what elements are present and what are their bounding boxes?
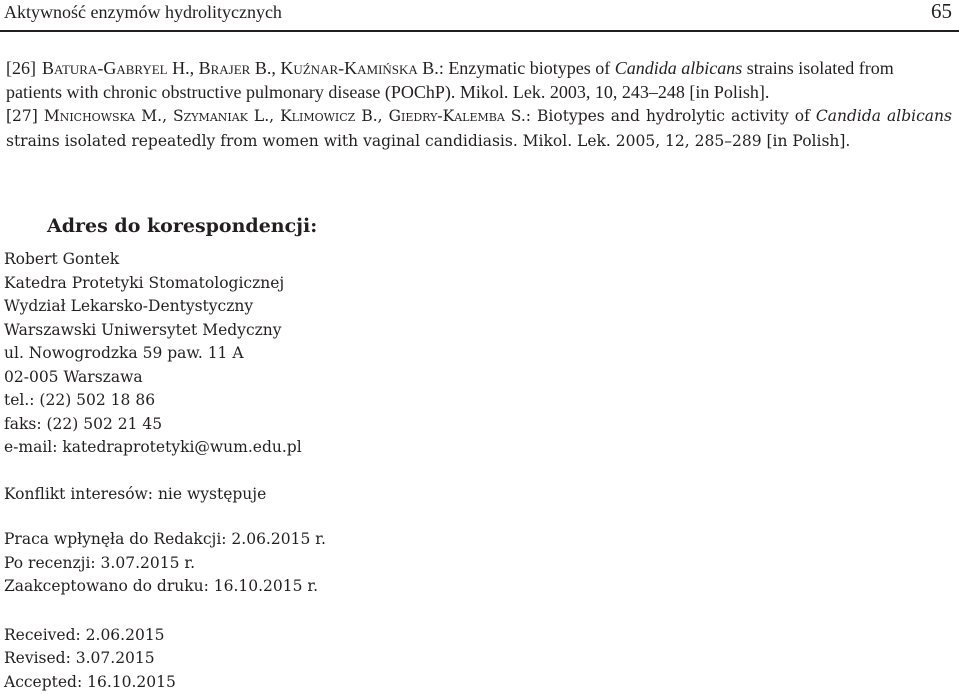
date-accepted-en: Accepted: 16.10.2015 <box>4 671 904 694</box>
university-line: Warszawski Uniwersytet Medyczny <box>4 319 904 343</box>
department-line: Katedra Protetyki Stomatologicznej <box>4 272 904 296</box>
reference-list <box>6 56 952 154</box>
reference-text: strains isolated from patients with chronic obstructive pulmonary disease (POChP). Mikol. Lek. 2003, 10, 243–248 [in Polish]. <box>6 58 894 102</box>
reference-text: strains isolated repeatedly from women with vaginal candidiasis. Mikol. Lek. 2005, 12, 285–289 [in Polish]. <box>6 132 850 150</box>
reference-number: [26] <box>6 58 36 78</box>
reference-text: : Enzymatic biotypes of <box>439 58 615 78</box>
faculty-line: Wydział Lekarsko-Dentystyczny <box>4 295 904 319</box>
running-title: Aktywność enzymów hydrolitycznych <box>4 0 282 24</box>
running-header <box>4 0 954 30</box>
reference-species: Candida albicans <box>615 58 743 78</box>
reference-item <box>6 56 952 104</box>
phone-line: tel.: (22) 502 18 86 <box>4 389 904 413</box>
correspondence-heading: Adres do korespondencji: <box>47 212 904 240</box>
fax-line: faks: (22) 502 21 45 <box>4 413 904 437</box>
author-name: Robert Gontek <box>4 248 904 272</box>
date-accepted-pl: Zaakceptowano do druku: 16.10.2015 r. <box>4 575 904 599</box>
reference-item <box>6 104 952 154</box>
date-reviewed-pl: Po recenzji: 3.07.2015 r. <box>4 552 904 576</box>
street-line: ul. Nowogrodzka 59 paw. 11 A <box>4 342 904 366</box>
page-number: 65 <box>931 0 952 24</box>
city-line: 02-005 Warszawa <box>4 366 904 390</box>
correspondence-block <box>4 212 904 694</box>
email-line: e-mail: katedraprotetyki@wum.edu.pl <box>4 436 904 460</box>
conflict-of-interest: Konflikt interesów: nie występuje <box>4 483 904 507</box>
reference-authors: Mnichowska M., Szymaniak L., Klimowicz B., Giedry-Kalemba S. <box>44 107 526 125</box>
reference-authors: Batura-Gabryel H., Brajer B., Kuźnar-Kamińska B. <box>42 58 439 78</box>
reference-number: [27] <box>6 107 38 125</box>
header-rule <box>0 30 959 32</box>
reference-species: Candida albicans <box>816 107 952 125</box>
reference-text: : Biotypes and hydrolytic activity of <box>526 107 816 125</box>
date-received-pl: Praca wpłynęła do Redakcji: 2.06.2015 r. <box>4 528 904 552</box>
date-revised-en: Revised: 3.07.2015 <box>4 647 904 671</box>
date-received-en: Received: 2.06.2015 <box>4 624 904 648</box>
